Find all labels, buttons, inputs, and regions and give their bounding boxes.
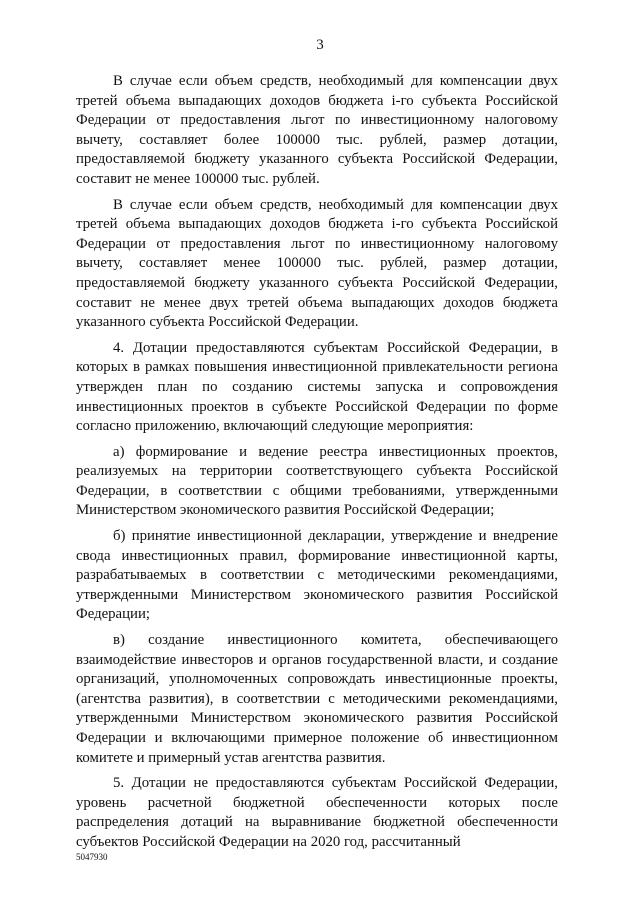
page-number: 3 — [316, 37, 324, 53]
document-body — [76, 72, 558, 859]
paragraph-item-5: 5. Дотации не предоставляются субъектам Российской Федерации, уровень расчетной бюджетной обеспеченности которых после распределения дотаций на выравнивание бюджетной обеспеченности субъектов Российской Федерации на 2020 год, рассчитанный — [76, 775, 558, 850]
paragraph-subsidy-under-limit: В случае если объем средств, необходимый для компенсации двух третей объема выпадающих доходов бюджета i-го субъекта Российской Федерации от предоставления льгот по инвестиционному налоговому вычету, составляет менее 100000 тыс. рублей, размер дотации, предоставляемой бюджету указанного субъекта Российской Федерации, составит не менее двух третей объема выпадающих доходов бюджета указанного субъекта Российской Федерации. — [76, 196, 558, 331]
paragraph-item-4: 4. Дотации предоставляются субъектам Российской Федерации, в которых в рамках повышения инвестиционной привлекательности региона утвержден план по созданию системы запуска и сопровождения инвестиционных проектов в субъекте Российской Федерации по форме согласно приложению, включающий следующие мероприятия: — [76, 339, 558, 435]
document-code: 5047930 — [76, 852, 108, 862]
paragraph-subsidy-over-limit: В случае если объем средств, необходимый для компенсации двух третей объема выпадающих доходов бюджета i-го субъекта Российской Федерации от предоставления льгот по инвестиционному налоговому вычету, составляет более 100000 тыс. рублей, размер дотации, предоставляемой бюджету указанного субъекта Российской Федерации, составит не менее 100000 тыс. рублей. — [76, 73, 558, 187]
paragraph-subitem-b: б) принятие инвестиционной декларации, утверждение и внедрение свода инвестиционных правил, формирование инвестиционной карты, разрабатываемых в соответствии с методическими рекомендациями, утвержденными Министерством экономического развития Российской Федерации; — [76, 528, 558, 623]
paragraph-subitem-v: в) создание инвестиционного комитета, обеспечивающего взаимодействие инвесторов и органов государственной власти, и создание организаций, уполномоченных сопровождать инвестиционные проекты, (агентства развития), в соответствии с методическими рекомендациями, утвержденными Министерством экономического развития Российской Федерации и включающими примерное положение об инвестиционном комитете и примерный устав агентства развития. — [76, 632, 558, 766]
paragraph-subitem-a: а) формирование и ведение реестра инвестиционных проектов, реализуемых на территории соответствующего субъекта Российской Федерации, в соответствии с общими требованиями, утвержденными Министерством экономического развития Российской Федерации; — [76, 443, 558, 519]
